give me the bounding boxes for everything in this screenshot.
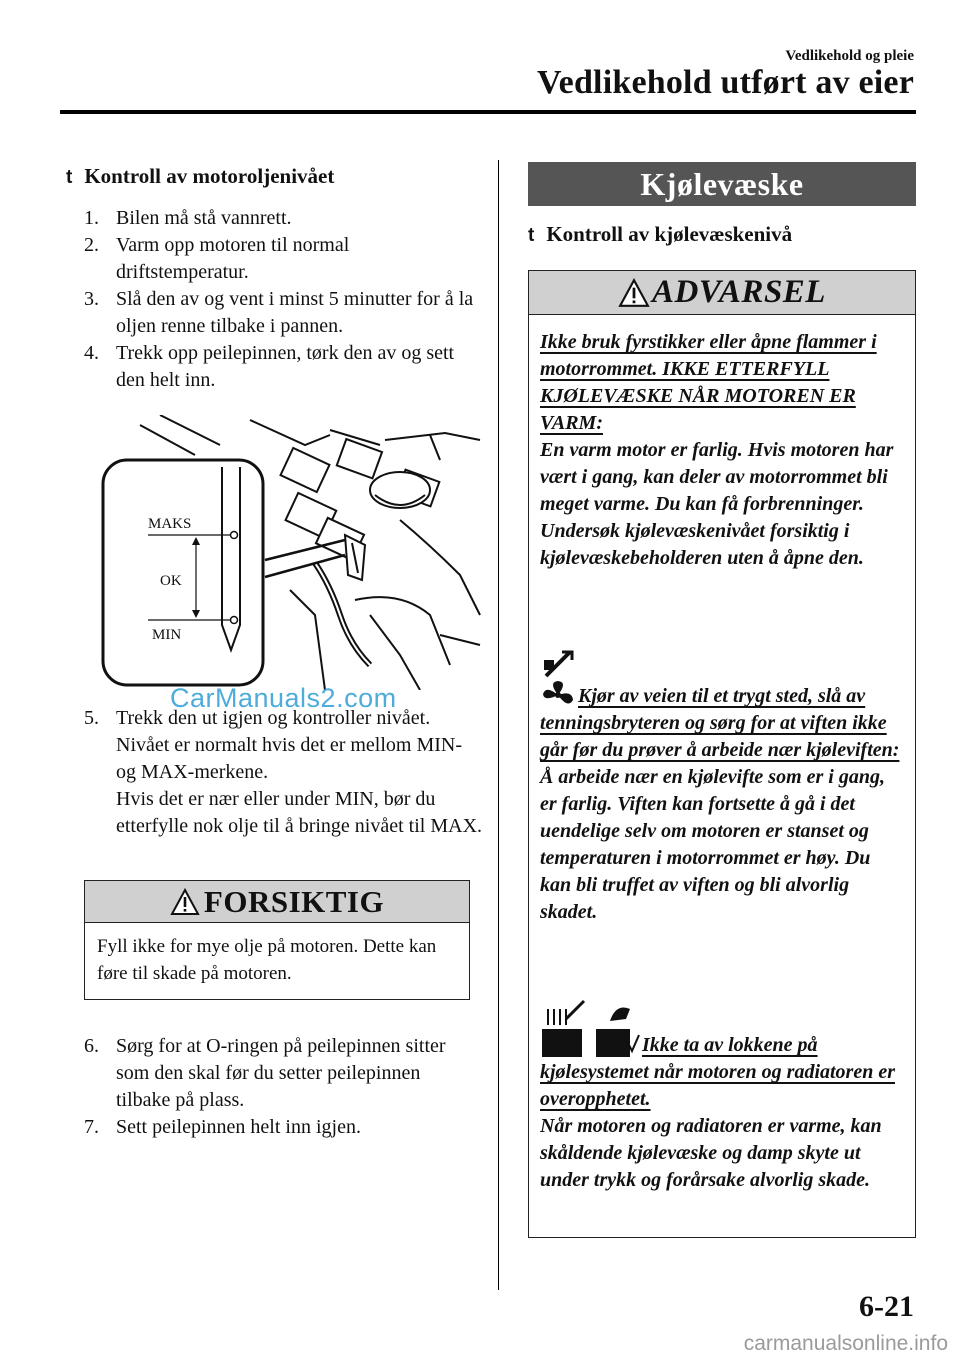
label-min: MIN	[152, 627, 182, 643]
footer-site-watermark: carmanualsonline.info	[743, 1332, 948, 1355]
oil-level-heading-text: Kontroll av motoroljenivået	[84, 164, 335, 188]
warning-triangle-icon	[170, 888, 200, 916]
column-divider	[498, 160, 499, 1290]
page-number: 6-21	[859, 1290, 914, 1323]
list-item: 3. Slå den av og vent i minst 5 minutter for å la oljen renne tilbake i pannen.	[84, 288, 474, 337]
warning-title: ADVARSEL	[652, 274, 826, 310]
coolant-section-title: Kjølevæske	[528, 162, 916, 206]
warning-text-radiator: Når motoren og radiatoren er varme, kan skåldende kjølevæske og damp skyte ut under trykk og forårsake alvorlig skade.	[540, 1115, 882, 1191]
steps-list-b	[84, 1033, 484, 1141]
list-item: 7. Sett peilepinnen helt inn igjen.	[84, 1116, 361, 1138]
list-item: 5. Trekk den ut igjen og kontroller nivået. Nivået er normalt hvis det er mellom MIN- og MAX-merkene. Hvis det er nær eller under MIN, bør du etterfylle nok olje til å bringe nivået til MAX.	[84, 707, 483, 837]
caution-title: FORSIKTIG	[203, 883, 385, 919]
dipstick-illustration	[100, 415, 485, 690]
list-item: 6. Sørg for at O-ringen på peilepinnen sitter som den skal før du setter peilepinnen tilbake på plass.	[84, 1035, 446, 1111]
header-rule	[60, 110, 916, 114]
heading-bullet: t	[528, 225, 535, 246]
caution-box	[84, 880, 470, 1000]
oil-level-heading	[66, 164, 334, 189]
heading-bullet: t	[66, 167, 73, 188]
steps-list-a	[84, 205, 484, 394]
label-ok: OK	[160, 573, 182, 589]
page-title: Vedlikehold utført av eier	[537, 64, 914, 101]
warning-heading-flames: Ikke bruk fyrstikker eller åpne flammer i motorrommet. IKKE ETTERFYLL KJØLEVÆSKE NÅR MOTOREN ER VARM:	[540, 331, 877, 434]
list-item: 2. Varm opp motoren til normal driftstemperatur.	[84, 234, 350, 283]
warning-box	[528, 270, 916, 1238]
warning-triangle-icon	[618, 278, 650, 308]
header-section-label: Vedlikehold og pleie	[785, 48, 914, 64]
watermark-text: CarManuals2.com	[170, 683, 397, 713]
radiator-cap-icon	[540, 999, 640, 1059]
warning-block-fan	[540, 646, 903, 926]
coolant-level-heading	[528, 222, 792, 247]
coolant-level-heading-text: Kontroll av kjølevæskenivå	[546, 222, 793, 246]
list-item: 4. Trekk opp peilepinnen, tørk den av og sett den helt inn.	[84, 342, 455, 391]
fan-icon	[540, 680, 576, 710]
caution-text: Fyll ikke for mye olje på motoren. Dette kan føre til skade på motoren.	[97, 936, 437, 984]
warning-heading-radiator: Ikke ta av lokkene på kjølesystemet når motoren og radiatoren er overopphetet.	[540, 1034, 895, 1110]
warning-heading-fan: Kjør av veien til et trygt sted, slå av tenningsbryteren og sørg for at viften ikke går før du prøver å arbeide nær kjøleviften:	[540, 685, 900, 761]
no-hand-icon	[540, 646, 576, 680]
warning-title-bar	[529, 271, 915, 315]
list-item: 1. Bilen må stå vannrett.	[84, 207, 292, 229]
step-5	[84, 705, 484, 840]
warning-text-fan: Å arbeide nær en kjølevifte som er i gang, er farlig. Viften kan fortsette å gå i det uendelige selv om motoren er stanset og temperaturen i motorrommet er høy. Du kan bli truffet av viften og bli alvorlig skadet.	[540, 766, 885, 923]
label-max: MAKS	[148, 516, 192, 532]
warning-block-flames	[540, 329, 903, 572]
warning-text-flames: En varm motor er farlig. Hvis motoren har vært i gang, kan deler av motorrommet bli meget varme. Du kan få forbrenninger. Undersøk kjølevæskenivået forsiktig i kjølevæskebeholderen uten å åpne den.	[540, 439, 894, 569]
warning-block-radiator	[540, 999, 903, 1194]
caution-title-bar	[85, 881, 469, 923]
